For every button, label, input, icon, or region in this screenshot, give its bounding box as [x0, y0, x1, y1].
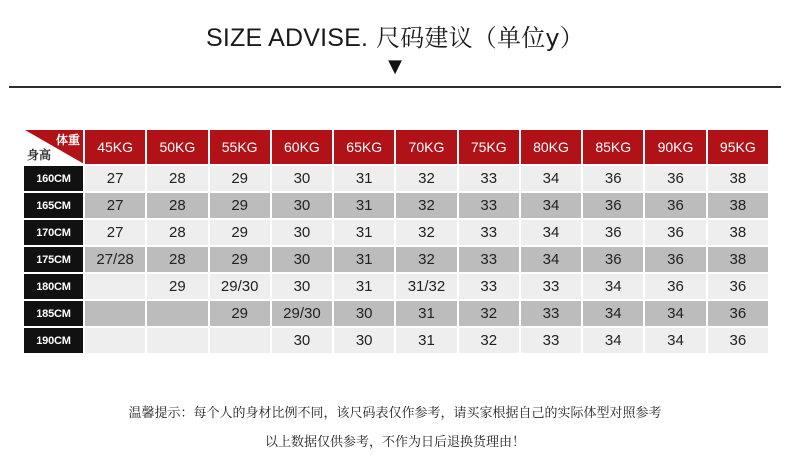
size-cell: 36: [583, 220, 643, 245]
size-cell: 30: [272, 193, 332, 218]
size-cell: 31: [334, 274, 394, 299]
size-cell: 32: [396, 166, 456, 191]
title-chinese: 尺码建议（单位y）: [376, 24, 585, 52]
size-cell: 28: [147, 166, 207, 191]
size-row-175cm: [24, 247, 768, 272]
size-cell: 30: [334, 301, 394, 326]
size-cell: 31: [396, 328, 456, 353]
title-divider: [9, 86, 781, 88]
size-cell: 30: [272, 247, 332, 272]
height-label-160cm: 160CM: [24, 166, 83, 191]
size-cell: 36: [645, 166, 705, 191]
weight-header-95kg: 95KG: [708, 130, 768, 164]
size-cell: 36: [645, 193, 705, 218]
size-cell: 31: [396, 301, 456, 326]
size-cell: [85, 301, 145, 326]
weight-header-85kg: 85KG: [583, 130, 643, 164]
size-cell: 27: [85, 220, 145, 245]
size-row-165cm: [24, 193, 768, 218]
height-label-180cm: 180CM: [24, 274, 83, 299]
size-cell: 38: [708, 166, 768, 191]
size-cell: 38: [708, 247, 768, 272]
size-cell: 31/32: [396, 274, 456, 299]
size-cell: 33: [459, 247, 519, 272]
size-cell: 36: [645, 220, 705, 245]
size-cell: 34: [645, 328, 705, 353]
height-axis-label: 身高: [27, 148, 52, 162]
size-row-180cm: [24, 274, 768, 299]
size-cell: 38: [708, 193, 768, 218]
size-cell: 30: [272, 166, 332, 191]
height-label-175cm: 175CM: [24, 247, 83, 272]
weight-header-row: [24, 130, 768, 164]
weight-header-45kg: 45KG: [85, 130, 145, 164]
size-cell: [147, 301, 207, 326]
size-cell: 34: [583, 274, 643, 299]
size-row-185cm: [24, 301, 768, 326]
size-cell: 32: [396, 247, 456, 272]
size-cell: 33: [459, 166, 519, 191]
size-cell: 36: [583, 193, 643, 218]
height-label-185cm: 185CM: [24, 301, 83, 326]
size-cell: 29: [210, 193, 270, 218]
size-cell: 36: [708, 328, 768, 353]
size-cell: 28: [147, 247, 207, 272]
weight-header-80kg: 80KG: [521, 130, 581, 164]
size-cell: 38: [708, 220, 768, 245]
size-chart-body: [24, 166, 768, 353]
size-cell: 36: [708, 301, 768, 326]
size-cell: [210, 328, 270, 353]
size-cell: 36: [708, 274, 768, 299]
size-cell: 32: [396, 220, 456, 245]
page-title: [0, 18, 790, 53]
size-notice-line-1: 温馨提示：每个人的身材比例不同，该尺码表仅作参考，请买家根据自己的实际体型对照参考: [128, 406, 662, 421]
size-cell: 32: [459, 301, 519, 326]
size-cell: 28: [147, 193, 207, 218]
size-cell: 33: [521, 301, 581, 326]
size-notice-line-2: 以上数据仅供参考，不作为日后退换货理由！: [264, 435, 525, 450]
size-cell: 30: [272, 328, 332, 353]
size-cell: 32: [459, 328, 519, 353]
size-cell: 31: [334, 247, 394, 272]
size-cell: 33: [459, 220, 519, 245]
size-cell: 29: [210, 220, 270, 245]
weight-header-90kg: 90KG: [645, 130, 705, 164]
weight-header-60kg: 60KG: [272, 130, 332, 164]
weight-header-70kg: 70KG: [396, 130, 456, 164]
size-row-170cm: [24, 220, 768, 245]
weight-header-75kg: 75KG: [459, 130, 519, 164]
height-label-165cm: 165CM: [24, 193, 83, 218]
size-cell: 36: [583, 166, 643, 191]
size-cell: 36: [645, 274, 705, 299]
size-cell: 34: [521, 193, 581, 218]
title-english: SIZE ADVISE.: [205, 24, 369, 52]
size-cell: 36: [583, 247, 643, 272]
size-cell: 36: [645, 247, 705, 272]
size-cell: 28: [147, 220, 207, 245]
height-label-190cm: 190CM: [24, 328, 83, 353]
size-cell: 30: [272, 220, 332, 245]
size-chart-header: [24, 130, 768, 164]
size-cell: 33: [459, 274, 519, 299]
size-cell: 34: [521, 166, 581, 191]
weight-header-65kg: 65KG: [334, 130, 394, 164]
size-cell: 27: [85, 166, 145, 191]
size-cell: 31: [334, 193, 394, 218]
size-cell: 33: [521, 274, 581, 299]
size-chart-table: [22, 128, 770, 355]
size-cell: 30: [334, 328, 394, 353]
weight-axis-label: 体重: [55, 133, 80, 147]
size-cell: 34: [583, 328, 643, 353]
size-cell: 34: [583, 301, 643, 326]
size-cell: 29/30: [272, 301, 332, 326]
size-cell: [147, 328, 207, 353]
size-row-160cm: [24, 166, 768, 191]
size-cell: 34: [521, 247, 581, 272]
weight-header-50kg: 50KG: [147, 130, 207, 164]
size-cell: 33: [459, 193, 519, 218]
weight-height-corner: [24, 130, 83, 164]
size-cell: [85, 274, 145, 299]
size-cell: 29: [210, 301, 270, 326]
size-cell: 33: [521, 328, 581, 353]
size-cell: 34: [521, 220, 581, 245]
size-cell: 27: [85, 193, 145, 218]
size-cell: 29/30: [210, 274, 270, 299]
height-label-170cm: 170CM: [24, 220, 83, 245]
size-cell: 30: [272, 274, 332, 299]
weight-header-55kg: 55KG: [210, 130, 270, 164]
size-cell: 29: [210, 166, 270, 191]
size-cell: 31: [334, 220, 394, 245]
size-cell: 27/28: [85, 247, 145, 272]
size-row-190cm: [24, 328, 768, 353]
down-arrow-icon: ▼: [388, 56, 402, 77]
size-cell: 31: [334, 166, 394, 191]
size-cell: 32: [396, 193, 456, 218]
size-cell: 29: [210, 247, 270, 272]
size-cell: 29: [147, 274, 207, 299]
size-cell: [85, 328, 145, 353]
size-cell: 34: [645, 301, 705, 326]
